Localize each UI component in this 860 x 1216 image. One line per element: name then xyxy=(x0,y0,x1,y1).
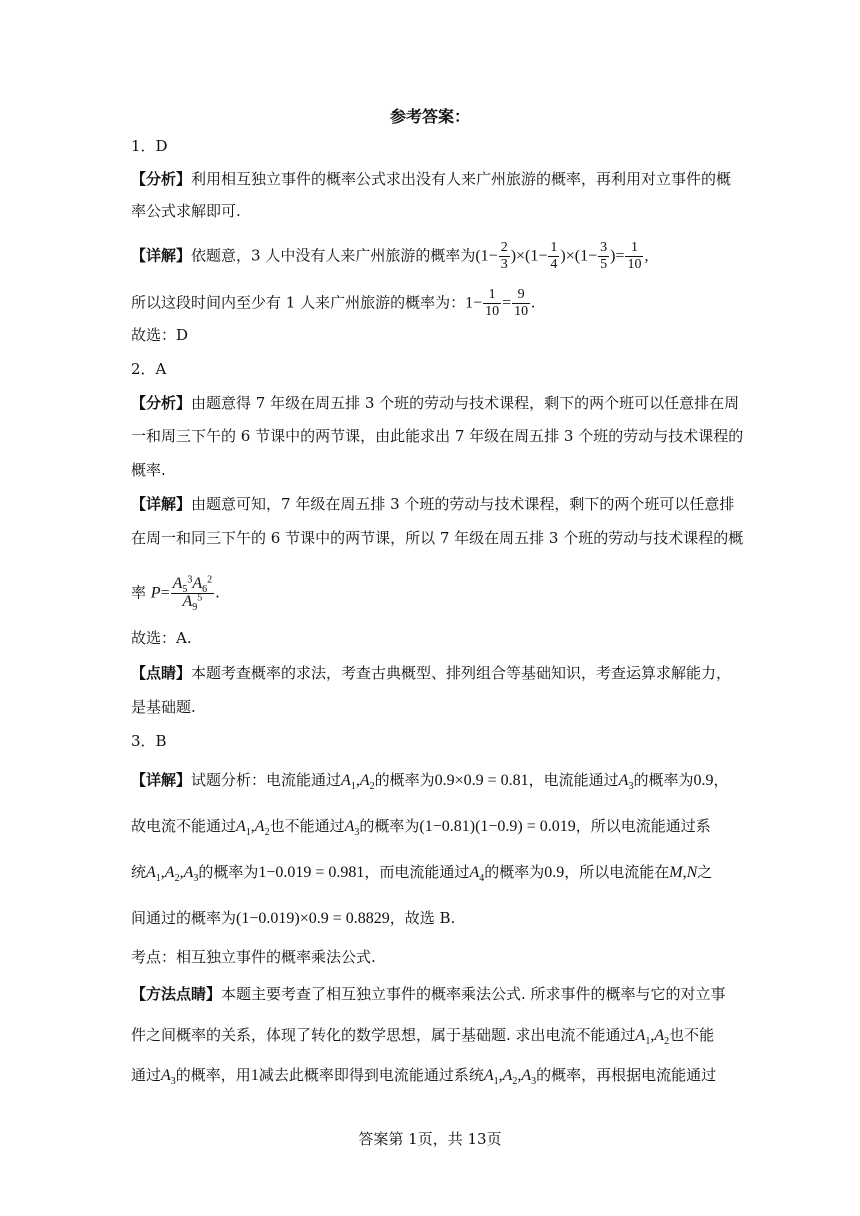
denominator: 5 xyxy=(600,257,608,272)
numerator: 1 xyxy=(483,287,501,304)
q1-analysis-line xyxy=(131,169,731,189)
q3-method-line xyxy=(131,1065,716,1086)
q2-number: 2．A xyxy=(131,360,167,378)
formula-part: (1−0.019)×0.9 = 0.8829 xyxy=(236,910,390,927)
formula-part: (1−0.81)(1−0.9) = 0.019 xyxy=(419,818,576,835)
math-vars: $A_1,A_2,A_3$ xyxy=(483,1067,537,1088)
q2-comment-line: 是基础题. xyxy=(131,698,196,716)
numerator: 1 xyxy=(550,240,558,255)
text-run: 的概率为 xyxy=(633,771,694,789)
q3-method-line xyxy=(131,1025,714,1046)
numerator: 9 xyxy=(512,287,530,304)
formula-part: )×(1− xyxy=(510,247,548,265)
text-run: 试题分析：电流能通过 xyxy=(191,771,342,789)
q1-analysis-line: 率公式求解即可. xyxy=(131,202,241,220)
text-run: ，故选 B. xyxy=(389,909,456,927)
q2-analysis-line: 一和周三下午的 6 节课中的两节课，由此能求出 7 年级在周五排 3 个班的劳动与技术课程的 xyxy=(131,427,744,445)
q3-detail-line xyxy=(131,770,728,791)
math-vars: $A_1,A_2$ xyxy=(341,772,375,793)
q3-detail-line xyxy=(131,862,712,883)
text-run: 通过 xyxy=(131,1066,162,1084)
math-vars: M,N xyxy=(669,864,698,881)
numerator: 1 xyxy=(625,240,643,257)
page-footer: 答案第 1页，共 13页 xyxy=(358,1130,502,1148)
q1-answer: 故选：D xyxy=(131,326,189,344)
q1-analysis-text: 利用相互独立事件的概率公式求出没有人来广州旅游的概率，再利用对立事件的概 xyxy=(191,170,732,188)
formula-part: 1 xyxy=(250,1067,259,1084)
page-title: 参考答案： xyxy=(389,107,470,126)
formula-part: . xyxy=(531,294,536,312)
fraction xyxy=(483,287,501,320)
q1-number: 1．D xyxy=(131,137,168,155)
formula-part: 0.9×0.9 = 0.81 xyxy=(434,772,529,789)
math-vars: $A_3$ xyxy=(344,818,360,839)
math-var: P xyxy=(150,584,161,602)
formula-part: = xyxy=(502,294,512,312)
math-vars: $A_3$ xyxy=(618,772,634,793)
q1-detail-text: 依题意，3 人中没有人来广州旅游的概率为 xyxy=(191,246,476,265)
fraction xyxy=(512,287,530,320)
period: . xyxy=(215,583,220,602)
formula-part: )= xyxy=(610,247,625,265)
formula-part: , xyxy=(644,247,649,265)
text-run: 的概率，再根据电流能通过 xyxy=(536,1066,717,1084)
formula-part: 0.9 xyxy=(693,772,714,789)
q2-detail-line: 在周一和同三下午的 6 节课中的两节课，所以 7 年级在周五排 3 个班的劳动与技术课程的概 xyxy=(131,529,744,547)
denominator: 10 xyxy=(514,304,529,319)
q2-analysis-text: 由题意得 7 年级在周五排 3 个班的劳动与技术课程，剩下的两个班可以任意排在周 xyxy=(191,394,740,412)
text-run: 件之间概率的关系，体现了转化的数学思想，属于基础题. 求出电流不能通过 xyxy=(131,1026,636,1044)
text-run: 也不能通过 xyxy=(269,817,345,835)
method-tag: 【方法点睛】 xyxy=(131,985,222,1003)
text-run: ，所以电流能通过系 xyxy=(575,817,711,835)
text-run: 故电流不能通过 xyxy=(131,817,237,835)
fraction xyxy=(598,240,609,273)
fraction xyxy=(171,576,215,611)
q2-detail-text: 由题意可知，7 年级在周五排 3 个班的劳动与技术课程，剩下的两个班可以任意排 xyxy=(191,495,735,513)
detail-tag: 【详解】 xyxy=(131,495,192,513)
formula-part: (1− xyxy=(475,247,498,265)
denominator: $A_9^5$ xyxy=(182,592,203,613)
q2-analysis-line: 概率. xyxy=(131,461,166,479)
formula-part: 1−0.019 = 0.981 xyxy=(258,864,365,881)
numerator: $A_5^3A_6^2$ xyxy=(172,574,213,595)
text-run: 减去此概率即得到电流能通过系统 xyxy=(258,1066,484,1084)
text-run: 的概率为 xyxy=(374,771,435,789)
equals-sign: = xyxy=(160,584,170,602)
text-run: 间通过的概率为 xyxy=(131,909,237,927)
numerator: 2 xyxy=(500,240,508,255)
detail-tag: 【详解】 xyxy=(131,771,192,789)
text-run: ，电流能通过 xyxy=(528,771,619,789)
denominator: 4 xyxy=(550,257,558,272)
q3-detail-line xyxy=(131,908,455,929)
math-vars: $A_4$ xyxy=(469,864,485,885)
text-run: 本题主要考查了相互独立事件的概率乘法公式. 所求事件的概率与它的对立事 xyxy=(221,985,726,1003)
q2-detail-text: 率 xyxy=(131,583,147,602)
text-run: ，所以电流能在 xyxy=(564,863,670,881)
q1-detail-line xyxy=(131,240,648,273)
text-run: 的概率为 xyxy=(198,863,259,881)
comment-tag: 【点睛】 xyxy=(131,664,192,682)
text-run: 也不能 xyxy=(669,1026,715,1044)
math-vars: $A_1,A_2,A_3$ xyxy=(146,864,199,885)
text-run: 的概率为 xyxy=(359,817,420,835)
q2-answer: 故选：A. xyxy=(131,629,192,647)
detail-tag: 【详解】 xyxy=(131,246,192,265)
fraction xyxy=(625,240,643,273)
text-run: 之 xyxy=(697,863,713,881)
math-vars: $A_1,A_2$ xyxy=(635,1027,670,1048)
q1-detail-line xyxy=(131,287,535,320)
q3-detail-line xyxy=(131,816,711,837)
text-run: 统 xyxy=(131,863,147,881)
q2-comment-text: 本题考查概率的求法，考查古典概型、排列组合等基础知识，考查运算求解能力， xyxy=(191,664,732,682)
math-vars: $A_1,A_2$ xyxy=(236,818,270,839)
q2-detail-line xyxy=(131,494,734,514)
q1-detail-text: 所以这段时间内至少有 1 人来广州旅游的概率为： xyxy=(131,293,466,312)
denominator: 10 xyxy=(485,304,500,319)
analysis-tag: 【分析】 xyxy=(131,394,192,412)
formula-part: 1− xyxy=(465,294,483,312)
text-run: 的概率为 xyxy=(484,863,545,881)
formula-part: 0.9 xyxy=(544,864,565,881)
text-run: ，而电流能通过 xyxy=(364,863,470,881)
numerator: 3 xyxy=(600,240,608,255)
q2-comment-line xyxy=(131,663,731,683)
q3-number: 3．B xyxy=(131,732,167,750)
text-run: ， xyxy=(713,771,729,789)
q2-detail-line xyxy=(131,576,220,611)
q3-method-line xyxy=(131,984,726,1004)
analysis-tag: 【分析】 xyxy=(131,170,192,188)
denominator: 3 xyxy=(500,257,508,272)
denominator: 10 xyxy=(627,257,642,272)
formula-part: )×(1− xyxy=(560,247,598,265)
math-vars: $A_3$ xyxy=(161,1067,176,1088)
fraction xyxy=(499,240,510,273)
q3-kaodian: 考点：相互独立事件的概率乘法公式. xyxy=(131,948,376,966)
q2-analysis-line xyxy=(131,393,739,413)
fraction xyxy=(548,240,559,273)
text-run: 的概率，用 xyxy=(175,1066,251,1084)
